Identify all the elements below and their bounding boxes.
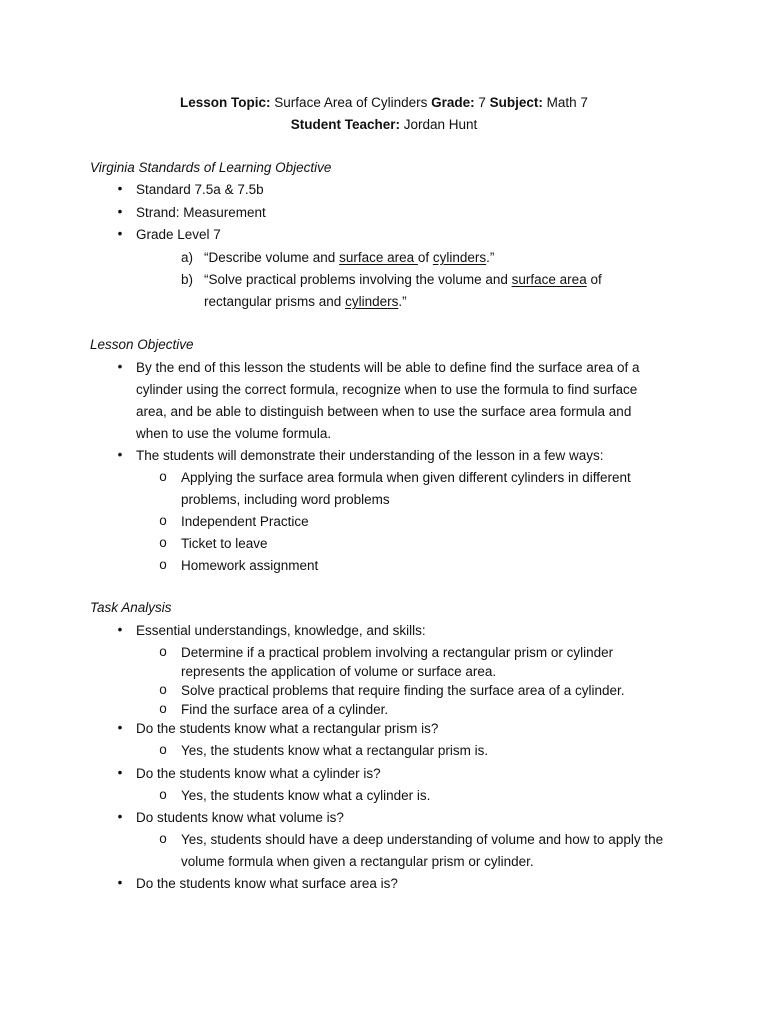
- lesson-objective-heading: Lesson Objective: [90, 337, 194, 352]
- bullet-dot: •: [117, 765, 123, 780]
- task-bullet-4-answer-cont: volume formula when given a rectangular prism or cylinder.: [181, 854, 534, 869]
- task-sub-item: Find the surface area of a cylinder.: [181, 702, 389, 717]
- task-sub-item-cont: represents the application of volume or surface area.: [181, 664, 497, 679]
- task-bullet-1: Essential understandings, knowledge, and skills:: [136, 623, 426, 638]
- topic-label: Lesson Topic:: [180, 95, 271, 110]
- task-bullet-4-answer: Yes, students should have a deep understanding of volume and how to apply the: [181, 832, 664, 847]
- sol-sub-b-line1: “Solve practical problems involving the volume and surface area of: [204, 272, 602, 287]
- objective-sub-item: Applying the surface area formula when given different cylinders in different: [181, 470, 631, 485]
- objective-sub-item: Homework assignment: [181, 558, 319, 573]
- task-bullet-2-answer: Yes, the students know what a rectangular prism is.: [181, 743, 489, 758]
- sol-heading: Virginia Standards of Learning Objective: [90, 160, 332, 175]
- sol-bullet-1: Standard 7.5a & 7.5b: [136, 182, 264, 197]
- objective-bullet-1-line: area, and be able to distinguish between when to use the surface area formula and: [136, 404, 632, 419]
- bullet-dot: •: [117, 622, 123, 637]
- circle-bullet: o: [159, 535, 167, 550]
- bullet-dot: •: [117, 204, 123, 219]
- bullet-dot: •: [117, 181, 123, 196]
- subject-label: Subject:: [489, 95, 543, 110]
- grade-value: 7: [474, 95, 490, 110]
- subject-value: Math 7: [542, 95, 588, 110]
- bullet-dot: •: [117, 875, 123, 890]
- lesson-header-line: [0, 94, 768, 112]
- teacher-value: Jordan Hunt: [399, 117, 478, 132]
- objective-sub-item: Independent Practice: [181, 514, 309, 529]
- sol-sub-a: “Describe volume and surface area of cylinders.”: [204, 250, 495, 265]
- objective-bullet-2: The students will demonstrate their understanding of the lesson in a few ways:: [136, 448, 604, 463]
- circle-bullet: o: [159, 701, 167, 716]
- task-sub-item: Solve practical problems that require finding the surface area of a cylinder.: [181, 683, 625, 698]
- circle-bullet: o: [159, 513, 167, 528]
- task-bullet-3: Do the students know what a cylinder is?: [136, 766, 381, 781]
- sol-sub-a-marker: a): [181, 250, 194, 265]
- circle-bullet: o: [159, 644, 167, 659]
- task-bullet-3-answer: Yes, the students know what a cylinder is.: [181, 788, 431, 803]
- circle-bullet: o: [159, 787, 167, 802]
- circle-bullet: o: [159, 831, 167, 846]
- sol-sub-b-marker: b): [181, 272, 194, 287]
- sol-sub-b-line2: rectangular prisms and cylinders.”: [204, 294, 407, 309]
- objective-bullet-1-line: cylinder using the correct formula, recognize when to use the formula to find surface: [136, 382, 638, 397]
- task-bullet-4: Do students know what volume is?: [136, 810, 344, 825]
- circle-bullet: o: [159, 742, 167, 757]
- task-bullet-2: Do the students know what a rectangular prism is?: [136, 721, 439, 736]
- bullet-dot: •: [117, 447, 123, 462]
- objective-bullet-1-line: By the end of this lesson the students will be able to define find the surface area of a: [136, 360, 640, 375]
- grade-label: Grade:: [431, 95, 475, 110]
- objective-sub-item: Ticket to leave: [181, 536, 268, 551]
- bullet-dot: •: [117, 226, 123, 241]
- bullet-dot: •: [117, 720, 123, 735]
- teacher-label: Student Teacher:: [290, 117, 400, 132]
- bullet-dot: •: [117, 809, 123, 824]
- task-bullet-5: Do the students know what surface area is?: [136, 876, 398, 891]
- sol-bullet-2: Strand: Measurement: [136, 205, 266, 220]
- circle-bullet: o: [159, 469, 167, 484]
- bullet-dot: •: [117, 359, 123, 374]
- circle-bullet: o: [159, 682, 167, 697]
- task-analysis-heading: Task Analysis: [90, 600, 172, 615]
- task-sub-item: Determine if a practical problem involving a rectangular prism or cylinder: [181, 645, 614, 660]
- circle-bullet: o: [159, 557, 167, 572]
- topic-value: Surface Area of Cylinders: [270, 95, 432, 110]
- sol-bullet-3: Grade Level 7: [136, 227, 221, 242]
- teacher-line: [0, 116, 768, 134]
- objective-bullet-1-line: when to use the volume formula.: [136, 426, 332, 441]
- objective-sub-item-cont: problems, including word problems: [181, 492, 390, 507]
